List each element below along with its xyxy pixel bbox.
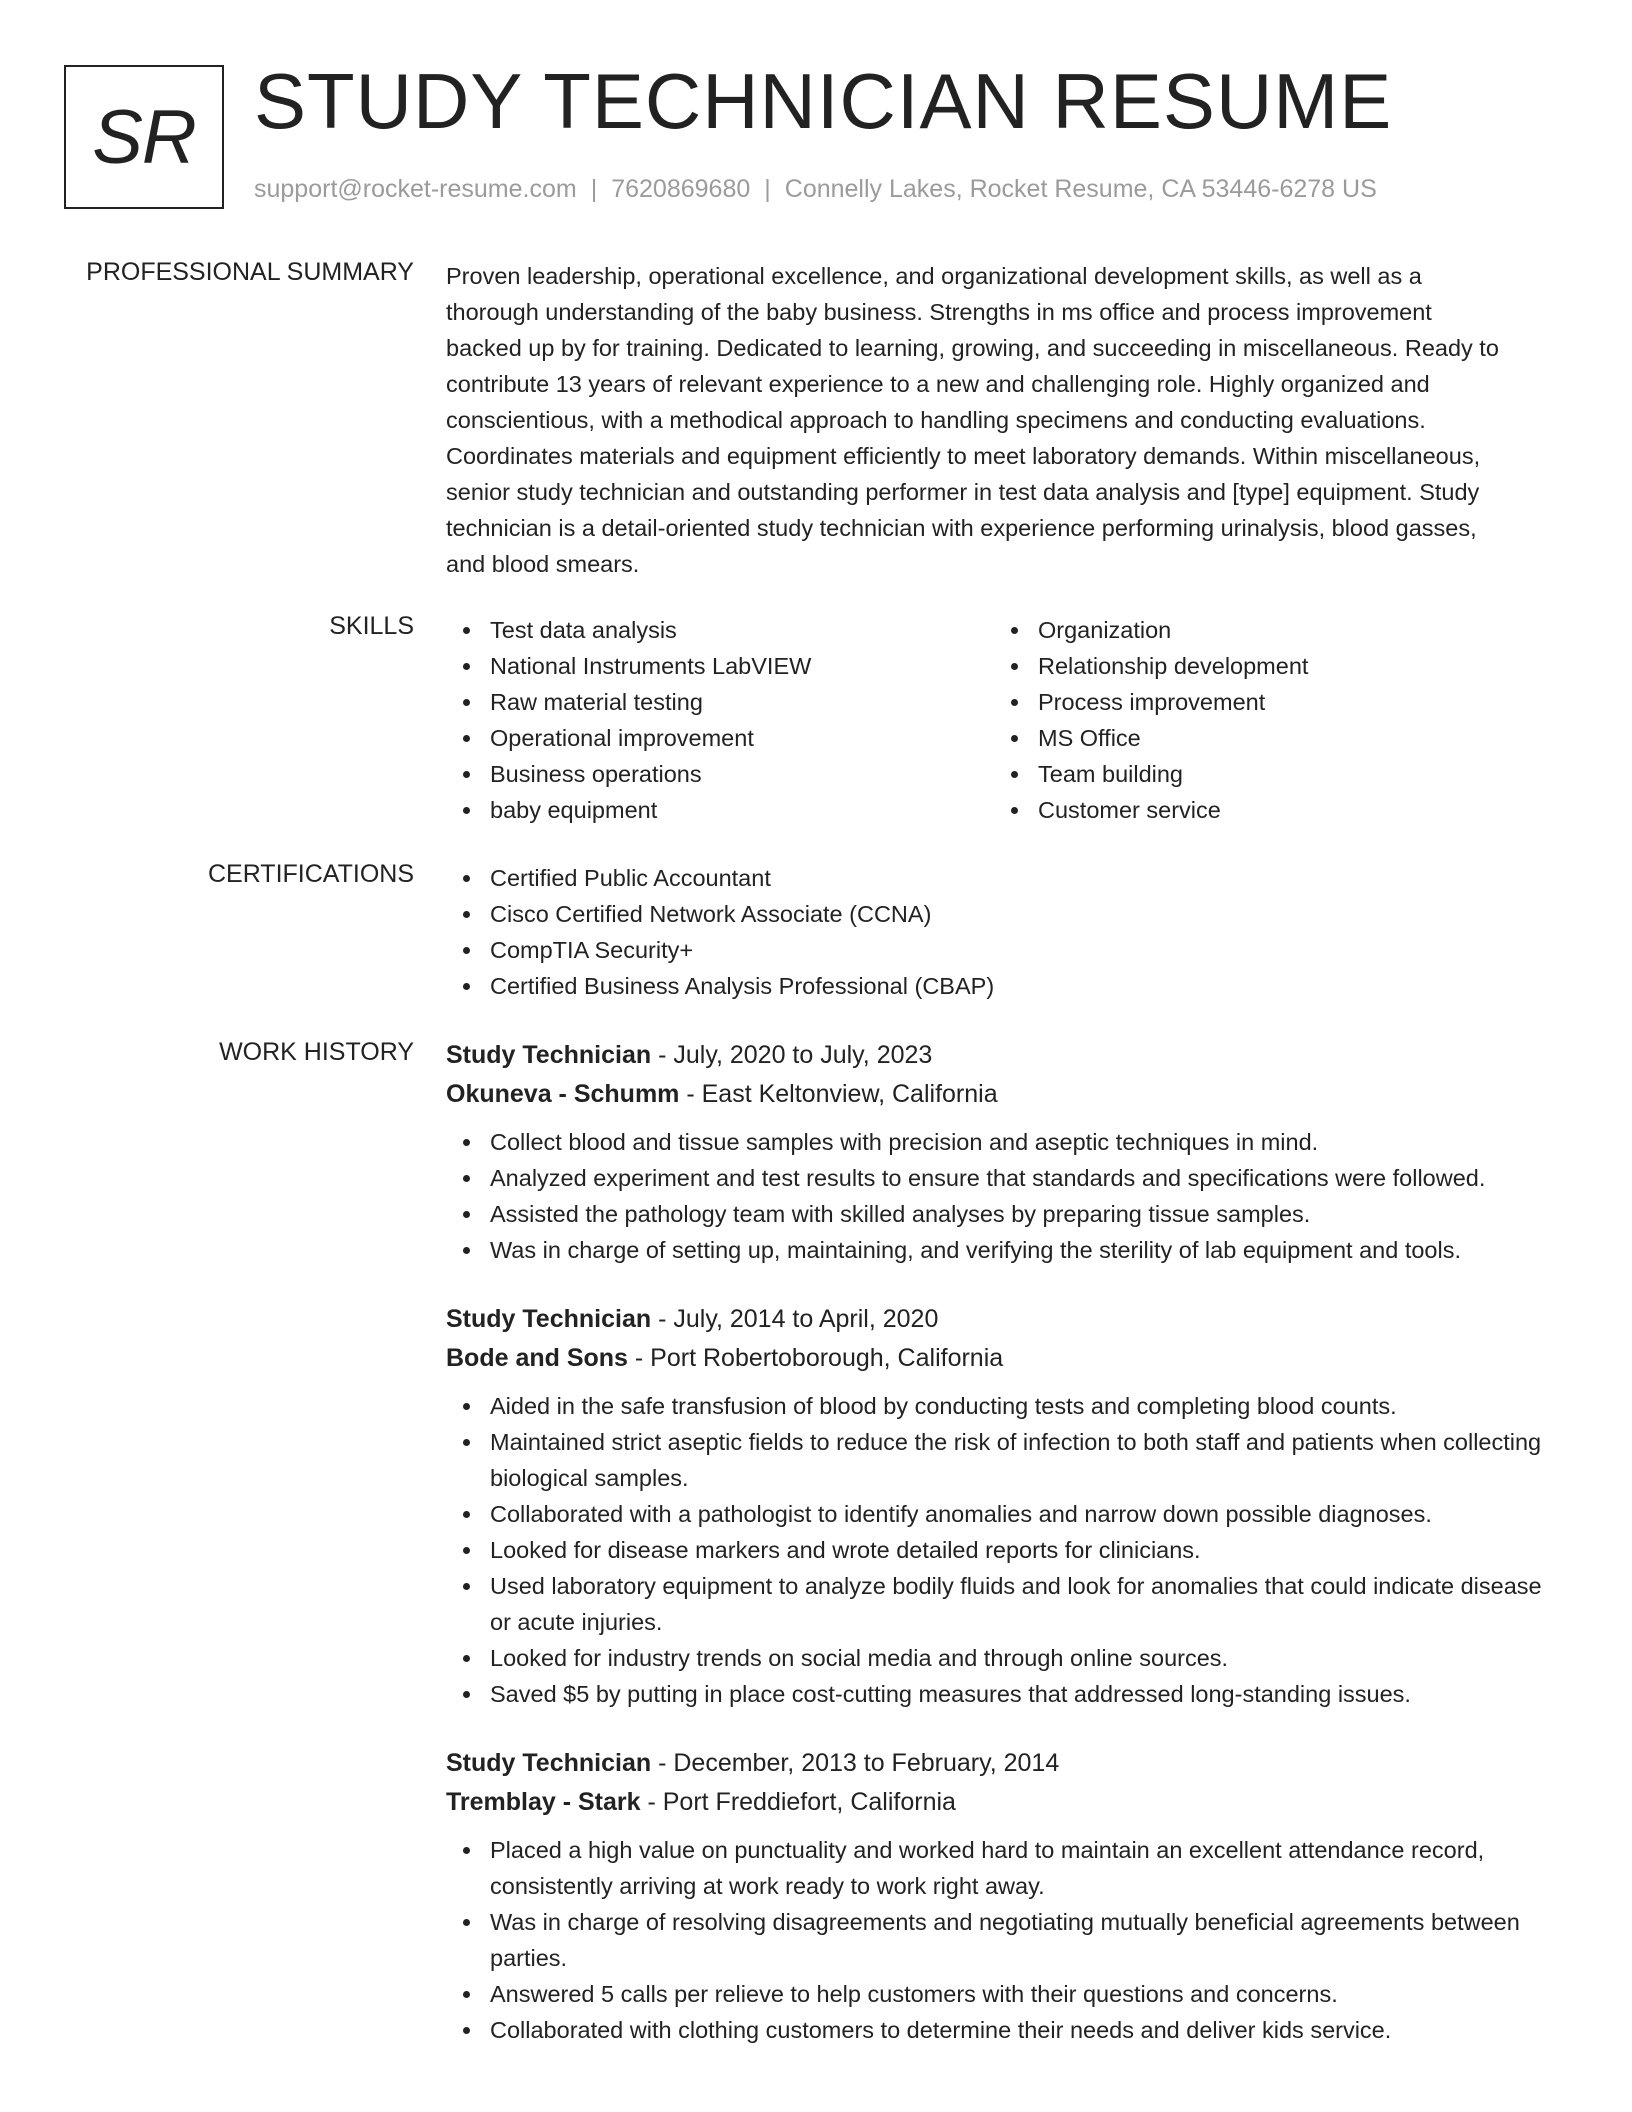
summary-label: PROFESSIONAL SUMMARY	[86, 258, 414, 286]
summary-line: conscientious, with a methodical approach to handling specimens and conducting evaluations.	[446, 407, 1426, 433]
skill-item: National Instruments LabVIEW	[446, 648, 994, 684]
skills-column-right	[994, 612, 1542, 828]
job-company-line	[446, 1783, 1566, 1822]
skill-item: Business operations	[446, 756, 994, 792]
certification-item: Certified Business Analysis Professional (CBAP)	[446, 968, 1566, 1004]
job-duty: Was in charge of resolving disagreements and negotiating mutually beneficial agreements between parties.	[446, 1904, 1566, 1976]
job-company: Tremblay - Stark	[446, 1788, 641, 1816]
summary-line: and blood smears.	[446, 551, 640, 577]
job-duty: Used laboratory equipment to analyze bodily fluids and look for anomalies that could indicate disease or acute injuries.	[446, 1568, 1566, 1640]
job-location: - Port Freddiefort, California	[640, 1788, 956, 1816]
job-entry	[446, 1300, 1566, 1712]
job-duties	[446, 1124, 1566, 1268]
summary-line: backed up by for training. Dedicated to learning, growing, and succeeding in miscellaneous. Ready to	[446, 335, 1499, 361]
job-duty: Collaborated with a pathologist to identify anomalies and narrow down possible diagnoses.	[446, 1496, 1566, 1532]
job-duty: Looked for disease markers and wrote detailed reports for clinicians.	[446, 1532, 1566, 1568]
contact-email[interactable]: support@rocket-resume.com	[254, 175, 577, 203]
job-duty: Looked for industry trends on social media and through online sources.	[446, 1640, 1566, 1676]
skill-item: Raw material testing	[446, 684, 994, 720]
job-duty: Assisted the pathology team with skilled analyses by preparing tissue samples.	[446, 1196, 1566, 1232]
skills-list	[446, 612, 1566, 828]
job-duties	[446, 1832, 1566, 2048]
job-duty: Saved $5 by putting in place cost-cutting measures that addressed long-standing issues.	[446, 1676, 1566, 1712]
job-duty: Collect blood and tissue samples with precision and aseptic techniques in mind.	[446, 1124, 1566, 1160]
job-duty: Aided in the safe transfusion of blood by conducting tests and completing blood counts.	[446, 1388, 1566, 1424]
job-company: Bode and Sons	[446, 1344, 628, 1372]
monogram-logo	[64, 65, 224, 209]
summary-line: technician is a detail-oriented study technician with experience performing urinalysis, blood gasses,	[446, 515, 1477, 541]
contact-separator: |	[590, 175, 598, 203]
job-company: Okuneva - Schumm	[446, 1080, 680, 1108]
contact-phone[interactable]: 7620869680	[611, 175, 751, 203]
job-dates: - July, 2020 to July, 2023	[651, 1041, 933, 1069]
skill-item: Team building	[994, 756, 1542, 792]
job-location: - East Keltonview, California	[679, 1080, 998, 1108]
certification-item: Cisco Certified Network Associate (CCNA)	[446, 896, 1566, 932]
skill-item: Organization	[994, 612, 1542, 648]
skill-item: Relationship development	[994, 648, 1542, 684]
contact-address: Connelly Lakes, Rocket Resume, CA 53446-6278 US	[784, 175, 1377, 203]
contact-line	[254, 175, 1377, 204]
work-history-list	[446, 1036, 1566, 2080]
job-duty: Analyzed experiment and test results to ensure that standards and specifications were followed.	[446, 1160, 1566, 1196]
job-dates: - July, 2014 to April, 2020	[651, 1305, 939, 1333]
job-company-line	[446, 1075, 1566, 1114]
job-duty: Collaborated with clothing customers to determine their needs and deliver kids service.	[446, 2012, 1566, 2048]
summary-line: Coordinates materials and equipment efficiently to meet laboratory demands. Within miscellaneous,	[446, 443, 1481, 469]
work-history-label: WORK HISTORY	[219, 1038, 414, 1066]
job-location: - Port Robertoborough, California	[627, 1344, 1004, 1372]
contact-separator: |	[764, 175, 771, 203]
job-title-line	[446, 1300, 1566, 1339]
initials: SR	[92, 94, 196, 180]
job-duty: Answered 5 calls per relieve to help customers with their questions and concerns.	[446, 1976, 1566, 2012]
skills-label: SKILLS	[329, 612, 414, 640]
job-title-line	[446, 1036, 1566, 1075]
job-entry	[446, 1744, 1566, 2048]
certification-item: Certified Public Accountant	[446, 860, 1566, 896]
job-dates: - December, 2013 to February, 2014	[651, 1749, 1060, 1777]
job-duty: Was in charge of setting up, maintaining, and verifying the sterility of lab equipment and tools.	[446, 1232, 1566, 1268]
job-title: Study Technician	[446, 1749, 652, 1777]
certifications-list	[446, 860, 1566, 1004]
job-duty: Maintained strict aseptic fields to reduce the risk of infection to both staff and patients when collecting biological samples.	[446, 1424, 1566, 1496]
skill-item: Test data analysis	[446, 612, 994, 648]
skill-item: baby equipment	[446, 792, 994, 828]
summary-line: senior study technician and outstanding performer in test data analysis and [type] equipment. Study	[446, 479, 1480, 505]
skill-item: Operational improvement	[446, 720, 994, 756]
summary-line: Proven leadership, operational excellence, and organizational development skills, as well as a	[446, 263, 1422, 289]
job-title: Study Technician	[446, 1041, 652, 1069]
job-duties	[446, 1388, 1566, 1712]
skill-item: MS Office	[994, 720, 1542, 756]
certification-item: CompTIA Security+	[446, 932, 1566, 968]
certifications-label: CERTIFICATIONS	[207, 860, 414, 888]
job-title: Study Technician	[446, 1305, 652, 1333]
skills-column-left	[446, 612, 994, 828]
summary-text	[446, 258, 1566, 582]
resume-title: STUDY TECHNICIAN RESUME	[254, 57, 1393, 145]
skill-item: Process improvement	[994, 684, 1542, 720]
job-company-line	[446, 1339, 1566, 1378]
summary-line: contribute 13 years of relevant experience to a new and challenging role. Highly organized and	[446, 371, 1430, 397]
job-title-line	[446, 1744, 1566, 1783]
summary-line: thorough understanding of the baby business. Strengths in ms office and process improvement	[446, 299, 1432, 325]
job-duty: Placed a high value on punctuality and worked hard to maintain an excellent attendance record, consistently arriving at work ready to work right away.	[446, 1832, 1566, 1904]
job-entry	[446, 1036, 1566, 1268]
skill-item: Customer service	[994, 792, 1542, 828]
